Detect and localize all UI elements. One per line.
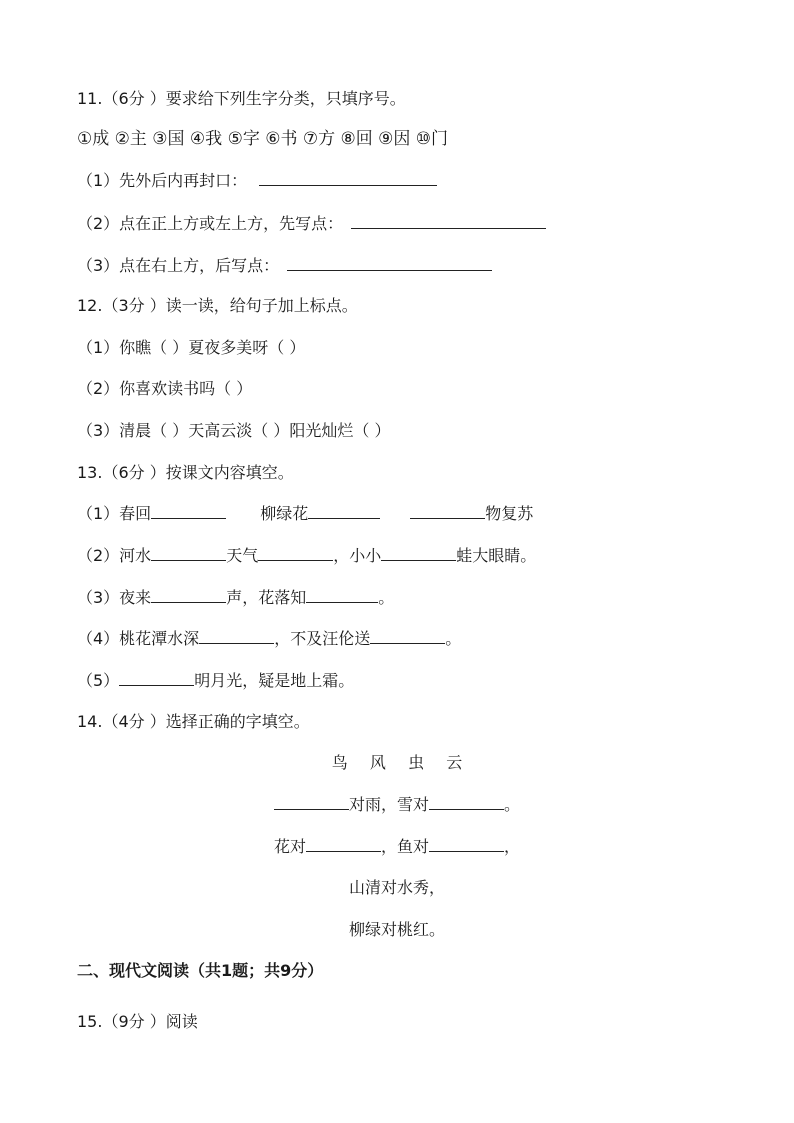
q13-item-4-text: （4）桃花潭水深 — [77, 629, 200, 648]
q14-pair-1-text: 。 — [504, 795, 521, 814]
answer-blank[interactable] — [151, 504, 226, 519]
q14-pair-2 — [0, 836, 794, 858]
q14-pair-1 — [0, 794, 794, 816]
answer-blank[interactable] — [151, 546, 226, 561]
q13-item-3-text: （3）夜来 — [77, 588, 152, 607]
q13-title: 13.（6分 ）按课文内容填空。 — [77, 463, 294, 482]
answer-blank[interactable] — [381, 546, 456, 561]
section-heading: 二、现代文阅读（共1题；共9分） — [77, 961, 324, 980]
q13-item-3-text: 。 — [378, 588, 395, 607]
answer-blank[interactable] — [151, 588, 226, 603]
q12-item-3: （3）清晨（ ）天高云淡（ ）阳光灿烂（ ） — [77, 421, 391, 440]
q14-title: 14.（4分 ）选择正确的字填空。 — [77, 712, 310, 731]
answer-blank[interactable] — [308, 504, 380, 519]
q13-item-2-text: 蛙大眼睛。 — [456, 546, 537, 565]
q11-item-3 — [77, 255, 492, 277]
answer-blank[interactable] — [119, 671, 194, 686]
q11-title: 11.（6分 ）要求给下列生字分类，只填序号。 — [77, 89, 406, 108]
q11-item-2 — [77, 213, 546, 235]
answer-blank[interactable] — [429, 837, 504, 852]
q11-item-3-text: （3）点在右上方，后写点： — [77, 256, 280, 275]
answer-blank[interactable] — [199, 629, 274, 644]
q14-pair-2-text: ， — [504, 837, 521, 856]
q13-item-1-text: （1）春回 — [77, 504, 152, 523]
answer-blank[interactable] — [351, 214, 546, 229]
q14-pair-2-text: 花对 — [273, 837, 306, 856]
q12-item-2: （2）你喜欢读书吗（ ） — [77, 379, 253, 398]
q14-pair-1-text: 对雨，雪对 — [348, 795, 429, 814]
q14-pair-3: 山清对水秀， — [348, 878, 445, 897]
q11-item-2-text: （2）点在正上方或左上方，先写点： — [77, 214, 344, 233]
q13-item-5-text: （5） — [77, 671, 120, 690]
answer-blank[interactable] — [287, 256, 492, 271]
q14-pair-2-text: ，鱼对 — [380, 837, 429, 856]
q13-item-3 — [77, 587, 394, 609]
q13-item-3-text: 声，花落知 — [226, 588, 307, 607]
q13-item-2 — [77, 545, 536, 567]
q15-title: 15.（9分 ）阅读 — [77, 1012, 198, 1031]
q14-pair-4: 柳绿对桃红。 — [348, 920, 445, 939]
q13-item-2-text: 天气 — [226, 546, 259, 565]
q12-item-1: （1）你瞧（ ）夏夜多美呀（ ） — [77, 338, 306, 357]
q12-title: 12.（3分 ）读一读，给句子加上标点。 — [77, 296, 358, 315]
q13-item-2-text: （2）河水 — [77, 546, 152, 565]
q11-item-1 — [77, 170, 437, 192]
q11-item-1-text: （1）先外后内再封口： — [77, 171, 248, 190]
answer-blank[interactable] — [306, 588, 378, 603]
q13-item-2-text: ，小小 — [333, 546, 382, 565]
answer-blank[interactable] — [410, 504, 485, 519]
answer-blank[interactable] — [429, 795, 504, 810]
q13-item-4-text: 。 — [445, 629, 462, 648]
answer-blank[interactable] — [306, 837, 381, 852]
answer-blank[interactable] — [259, 171, 437, 186]
q13-item-1 — [77, 503, 533, 525]
answer-blank[interactable] — [274, 795, 349, 810]
q13-item-1-text: 物复苏 — [485, 504, 534, 523]
q13-item-4-text: ，不及汪伦送 — [274, 629, 371, 648]
q13-item-5 — [77, 670, 354, 692]
q13-item-1-text: 柳绿花 — [260, 504, 309, 523]
q13-item-5-text: 明月光，疑是地上霜。 — [194, 671, 355, 690]
q14-word-options: 鸟 风 虫 云 — [331, 753, 463, 772]
answer-blank[interactable] — [370, 629, 445, 644]
answer-blank[interactable] — [258, 546, 333, 561]
q13-item-4 — [77, 628, 461, 650]
q11-characters: ①成 ②主 ③国 ④我 ⑤字 ⑥书 ⑦方 ⑧回 ⑨因 ⑩门 — [77, 129, 449, 149]
